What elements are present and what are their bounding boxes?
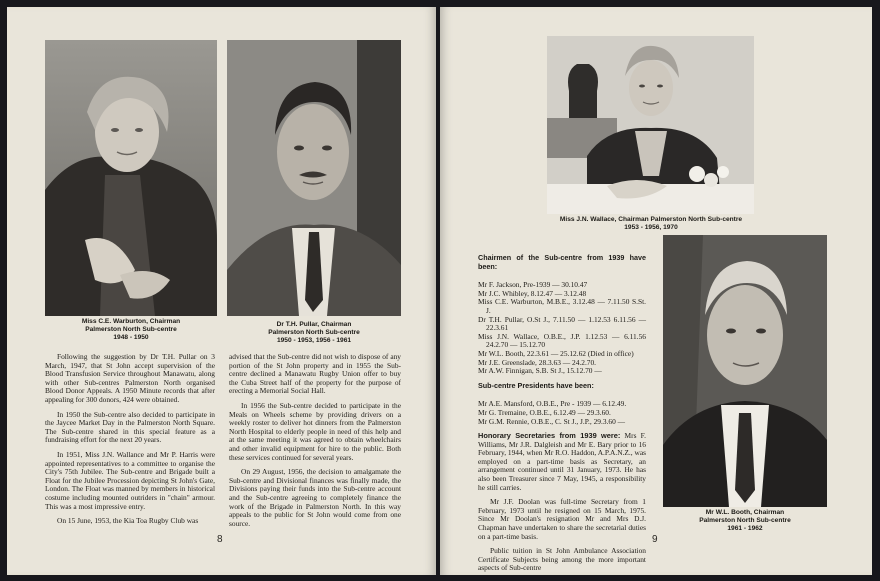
- caption-wallace: [540, 216, 762, 232]
- list-item: Mr W.L. Booth, 22.3.61 — 25.12.62 (Died in office): [478, 348, 634, 358]
- paragraph: On 29 August, 1956, the decision to amalgamate the Sub-centre and Divisional finances was finally made, the Divisions paying their funds into the Sub-centre account and the Sub-centre agreeing to completely finance the work of the Brigade in Palmerston North. In this way appeals to the public for St John would come from one source.: [229, 467, 401, 528]
- paragraph: Following the suggestion by Dr T.H. Pullar on 3 March, 1947, that St John accept supervision of the Blood Transfusion Service throughout Manawatu, along with other Sub-centres Palmerston North organised Blood Donor Appeals. A 1950 Minute records that after appealing for 300 donors, 424 were obtained.: [45, 352, 215, 404]
- photo-booth: [663, 235, 827, 507]
- paragraph: Mr J.F. Doolan was full-time Secretary from 1 February, 1973 until he resigned on 15 March, 1975. Since Mr Doolan's resignation Mr and Mrs D.J. Chapman have undertaken to share the secretarial duties on a part-time basis.: [478, 497, 646, 541]
- portrait-woman-elderly-image: [45, 40, 217, 316]
- paragraph: On 15 June, 1953, the Kia Toa Rugby Club was: [57, 516, 199, 526]
- photo-warburton: [45, 40, 217, 316]
- paragraph: In 1951, Miss J.N. Wallance and Mr P. Harris were appointed representatives to a committee to organise the City's 75th Jubilee. The Sub-centre and Brigade built a Float for the Jubilee Procession depicting St John's Gate, London. The Float was manned by members in historical costume including mounted outriders in "chain" armour. This was a most impressive entry.: [45, 449, 215, 511]
- left-text-column-2: [229, 353, 401, 534]
- paragraph: advised that the Sub-centre did not wish to dispose of any portion of the St John property and in 1955 the Sub-centre declined a Manawatu Rugby Union offer to buy the Cuba Street half of the property for the purpose of erecting a Memorial Social Hall.: [229, 352, 401, 396]
- caption-line: Mr W.L. Booth, Chairman: [705, 509, 785, 516]
- caption-line: Palmerston North Sub-centre: [699, 517, 791, 524]
- caption-line: Miss J.N. Wallace, Chairman Palmerston North Sub-centre: [559, 216, 743, 223]
- caption-line: 1948 - 1950: [113, 334, 149, 341]
- caption-line: 1953 - 1956, 1970: [624, 224, 678, 231]
- right-page: [440, 7, 872, 575]
- page-number: 9: [652, 534, 658, 545]
- caption-line: Dr T.H. Pullar, Chairman: [276, 321, 352, 328]
- list-item: Mr A.E. Mansford, O.B.E., Pre - 1939 — 6.12.49.: [478, 399, 627, 409]
- list-item: Miss J.N. Wallace, O.B.E., J.P. 1.12.53 — 6.11.56 24.2.70 — 15.12.70: [478, 331, 646, 350]
- list-item: Miss C.E. Warburton, M.B.E., 3.12.48 — 7.11.50 S.St. J.: [478, 297, 646, 315]
- left-page: [7, 7, 436, 575]
- list-item: Mr A.W. Finnigan, S.B. St J., 15.12.70 —: [478, 366, 602, 376]
- caption-line: Palmerston North Sub-centre: [85, 326, 177, 333]
- presidents-heading: Sub-centre Presidents have been:: [478, 380, 594, 390]
- secretaries-lead: Honorary Secretaries from 1939 were:: [478, 431, 621, 441]
- portrait-man-moustache-image: [227, 40, 401, 316]
- list-item: Mr F. Jackson, Pre-1939 — 30.10.47: [478, 280, 588, 290]
- photo-wallace: [547, 36, 754, 214]
- list-item: Mr G. Tremaine, O.B.E., 6.12.49 — 29.3.60.: [478, 407, 611, 417]
- portrait-woman-at-desk-image: [547, 36, 754, 214]
- page-number: 8: [217, 534, 223, 545]
- caption-line: 1950 - 1953, 1956 - 1961: [276, 337, 352, 344]
- list-item: Dr T.H. Pullar, O.St J., 7.11.50 — 1.12.53 6.11.56 — 22.3.61: [478, 314, 646, 333]
- caption-line: Palmerston North Sub-centre: [268, 329, 360, 336]
- paragraph: Public tuition in St John Ambulance Association Certificate Subjects being among the more important aspects of Sub-centre: [478, 546, 646, 573]
- list-item: Mr J.C. Whibley, 8.12.47 — 3.12.48: [478, 288, 587, 298]
- secretaries-paragraph: [478, 432, 646, 492]
- photo-pullar: [227, 40, 401, 316]
- paragraph: In 1956 the Sub-centre decided to participate in the Meals on Wheels scheme by providing drivers on a weekly roster to deliver hot dinners from the Palmerston North Hospital to elderly people in need of this help and at the same meeting it was agreed to obtain wheelchairs and other invalid equipment for hire to the public. Both these services continued for several years.: [229, 400, 401, 462]
- paragraph: In 1950 the Sub-centre also decided to participate in the Jaycee Market Day in the Palmerston North Square. The Sub-centre shared in this special feature as a fundraising effort for the next 20 years.: [45, 409, 215, 445]
- caption-line: Miss C.E. Warburton, Chairman: [81, 318, 181, 325]
- caption-booth: [663, 509, 827, 533]
- left-text-column-1: [45, 353, 215, 532]
- portrait-man-suit-image: [663, 235, 827, 507]
- caption-pullar: [227, 321, 401, 345]
- caption-warburton: [45, 318, 217, 342]
- list-item: Mr G.M. Rennie, O.B.E., C. St J., J.P., 29.3.60 —: [478, 416, 626, 426]
- list-item: Mr J.E. Greenslade, 28.3.63 — 24.2.70.: [478, 357, 597, 367]
- secretaries-text: Mrs F. Williams, Mr J.R. Dalgleish and Mr E. Bary prior to 16 February, 1944, when Mr R.O. Haddon, A.P.A.N.Z., was employed on a part-time basis as Secretary, an arrangement continued until 31 January, 1973. He has also been Treasurer since 7 May, 1945, a responsibility he still carries.: [478, 431, 646, 492]
- chairmen-heading: Chairmen of the Sub-centre from 1939 have been:: [478, 253, 646, 271]
- right-text-column: [478, 254, 646, 579]
- caption-line: 1961 - 1962: [727, 525, 763, 532]
